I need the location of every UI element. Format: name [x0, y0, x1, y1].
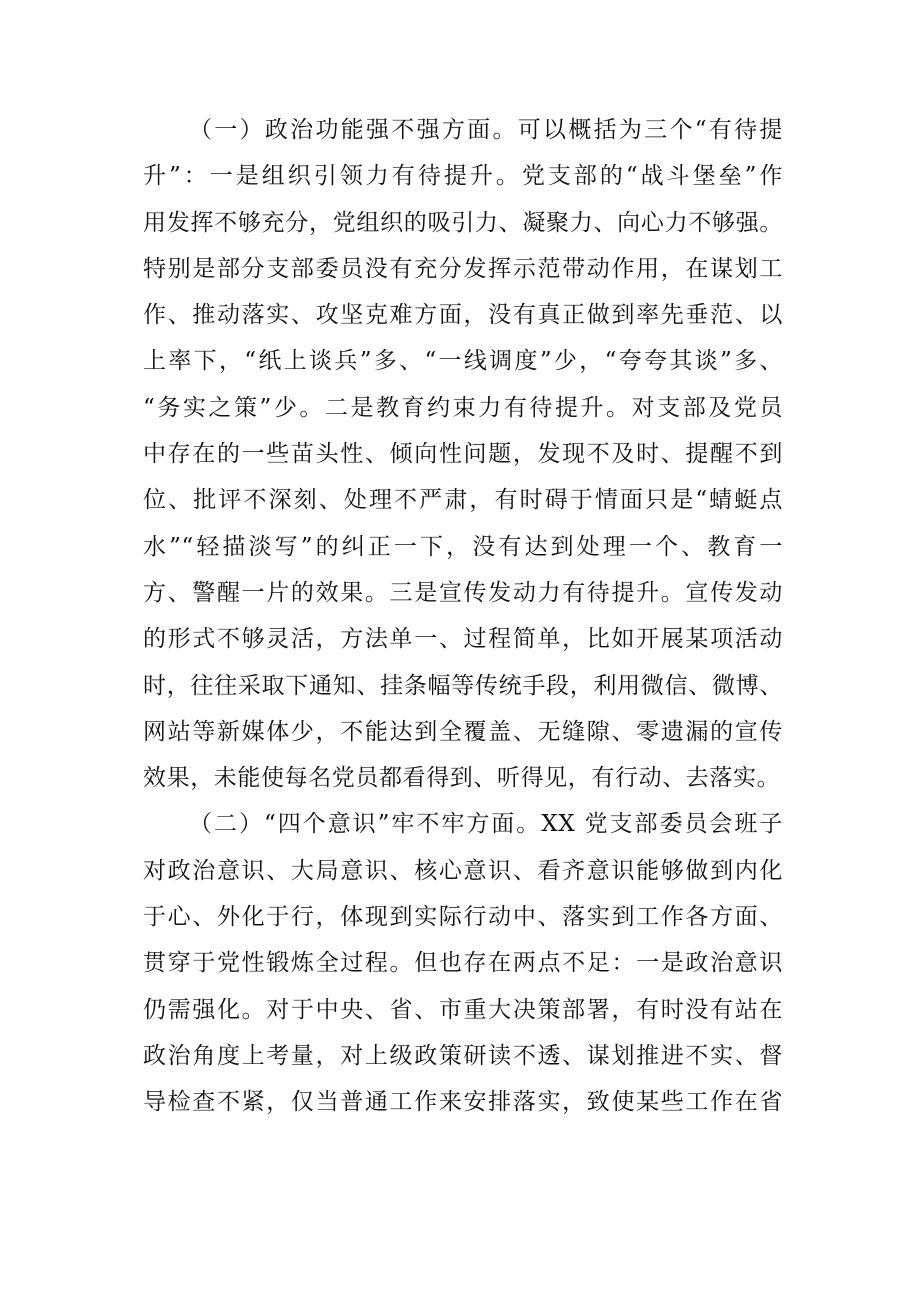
paragraph-1-line-5: 作、推动落实、攻坚克难方面，没有真正做到率先垂范、以: [143, 302, 783, 329]
paragraph-1-line-9: 位、批评不深刻、处理不严肃，有时碍于情面只是“蜻蜓点: [143, 487, 783, 514]
paragraph-2-line-6: 政治角度上考量，对上级政策研读不透、谋划推进不实、督: [143, 1042, 783, 1069]
paragraph-1-line-15: 效果，未能使每名党员都看得到、听得见，有行动、去落实。: [143, 765, 781, 792]
paragraph-2-line-2: 对政治意识、大局意识、核心意识、看齐意识能够做到内化: [143, 857, 783, 884]
paragraph-2-line-5: 仍需强化。对于中央、省、市重大决策部署，有时没有站在: [143, 996, 783, 1023]
paragraph-1-line-14: 网站等新媒体少，不能达到全覆盖、无缝隙、零遗漏的宣传: [143, 718, 783, 745]
paragraph-1-line-1: （一）政治功能强不强方面。可以概括为三个“有待提: [189, 117, 783, 143]
paragraph-1-line-8: 中存在的一些苗头性、倾向性问题，发现不及时、提醒不到: [143, 441, 783, 468]
paragraph-1-line-12: 的形式不够灵活，方法单一、过程简单，比如开展某项活动: [143, 626, 783, 653]
paragraph-1-line-6: 上率下，“纸上谈兵”多、“一线调度”少，“夸夸其谈”多、: [143, 348, 783, 375]
paragraph-2-line-3: 于心、外化于行，体现到实际行动中、落实到工作各方面、: [143, 904, 783, 931]
paragraph-2-line-4: 贯穿于党性锻炼全过程。但也存在两点不足：一是政治意识: [143, 950, 783, 977]
paragraph-1-line-11: 方、警醒一片的效果。三是宣传发动力有待提升。宣传发动: [143, 579, 783, 606]
paragraph-1-line-13: 时，往往采取下通知、挂条幅等传统手段，利用微信、微博、: [143, 672, 783, 699]
paragraph-1-line-7: “务实之策”少。二是教育约束力有待提升。对支部及党员: [143, 394, 783, 421]
paragraph-1-line-2: 升”：一是组织引领力有待提升。党支部的“战斗堡垒”作: [143, 163, 783, 190]
paragraph-1-line-3: 用发挥不够充分，党组织的吸引力、凝聚力、向心力不够强。: [143, 209, 783, 236]
paragraph-2-line-7: 导检查不紧，仅当普通工作来安排落实，致使某些工作在省: [143, 1089, 783, 1116]
document-body: [143, 107, 783, 1126]
paragraph-1-line-4: 特别是部分支部委员没有充分发挥示范带动作用，在谋划工: [143, 255, 783, 282]
paragraph-2-line-1: （二）“四个意识”牢不牢方面。XX 党支部委员会班子: [189, 811, 783, 838]
paragraph-1-line-10: 水”“轻描淡写”的纠正一下，没有达到处理一个、教育一: [143, 533, 783, 560]
